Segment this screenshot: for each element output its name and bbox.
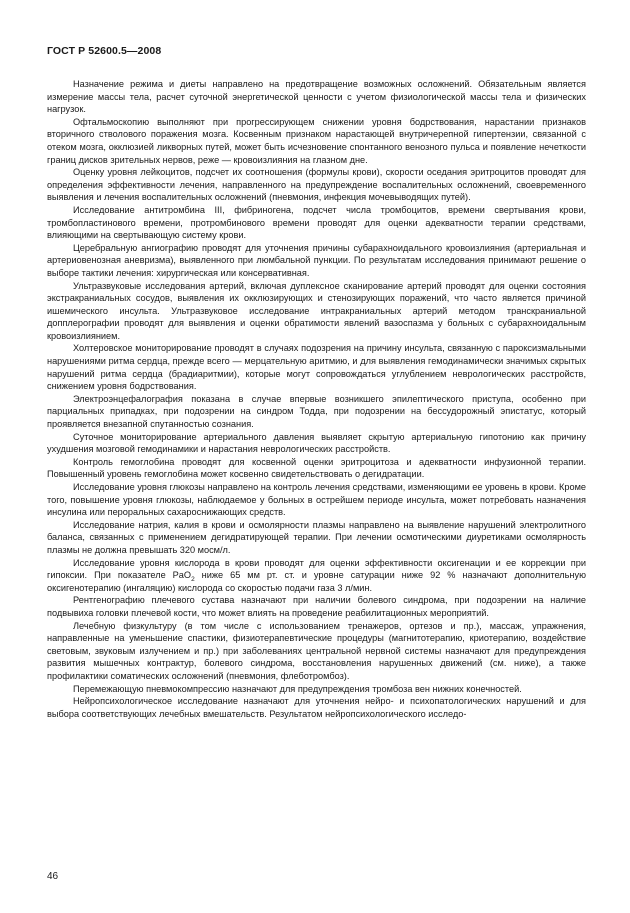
paragraph-antithrombin: Исследование антитромбина III, фибриногена, подсчет числа тромбоцитов, времени свертывания крови, тромбопластинового времени, протромбинового времени проводят для оценки адекватности терапии средствами, влияющими на свертывающую систему крови. (47, 204, 586, 241)
page-number: 46 (47, 871, 59, 882)
document-header: ГОСТ Р 52600.5—2008 (47, 45, 162, 57)
body-text (47, 78, 586, 720)
paragraph-glucose: Исследование уровня глюкозы направлено на контроль лечения средствами, изменяющими ее уровень в крови. Кроме того, повышение уровня глюкозы, наблюдаемое у больных в острейшем периоде инсульта, может потребовать назначения инсулина или пероральных сахароснижающих средств. (47, 482, 586, 518)
paragraph-eeg: Электроэнцефалография показана в случае впервые возникшего эпилептического приступа, особенно при парциальных припадках, при подозрении на синдром Тодда, при подозрении на бессудорожный эпистатус, который проявляется внезапной спутанностью сознания. (47, 393, 586, 430)
paragraph-shoulder-xray: Рентгенографию плечевого сустава назначают при наличии болевого синдрома, при подозрении на наличие подвывиха головки плечевой кости, что может влиять на проведение реабилитационных мероприятий. (47, 595, 586, 618)
paragraph-physiotherapy: Лечебную физкультуру (в том числе с использованием тренажеров, ортезов и пр.), массаж, упражнения, направленные на уменьшение спастики, физиотерапевтические процедуры (магнитотерапию, криотерапию, воздействие световым, звуковым излучением и пр.) при заболеваниях центральной нервной системы назначают для предупреждения развития мышечных контрактур, болевого синдрома, восстановления нарушенных движений (см. ниже), а также профилактики соматических осложнений (пневмония, флеботромбоз). (47, 620, 586, 681)
paragraph-angiography: Церебральную ангиографию проводят для уточнения причины субарахноидального кровоизлияния (артериальная и артериовенозная аневризма), выявленного при люмбальной пункции. По результатам исследования принимают решение о выборе тактики лечения: хирургическая или консервативная. (47, 242, 586, 278)
paragraph-oxygen (47, 557, 586, 595)
paragraph-pneumocompression: Перемежающую пневмокомпрессию назначают для предупреждения тромбоза вен нижних конечностей. (73, 683, 522, 694)
paragraph-regime-diet: Назначение режима и диеты направлено на предотвращение возможных осложнений. Обязательным является измерение массы тела, расчет суточной энергетической ценности с учетом физиологической массы тела и физических нагрузок. (47, 79, 586, 115)
oxygen-subscript: 2 (191, 575, 195, 583)
oxygen-text-after: ниже 65 мм рт. ст. и уровне сатурации ниже 92 % назначают дополнительную оксигенотерапию (ингаляцию) кислорода со скоростью подачи газа 3 л/мин. (47, 570, 586, 593)
paragraph-ophthalmoscopy: Офтальмоскопию выполняют при прогрессирующем снижении уровня бодрствования, нарастании признаков вторичного стволового поражения мозга. Косвенным признаком нарастающей внутричерепной гипертензии, связанной с отеком мозга, окклюзией ликворных путей, может быть исчезновение спонтанного венозного пульса и появление нечеткости границ дисков зрительных нервов, реже — кровоизлияния на глазном дне. (47, 116, 586, 165)
oxygen-text-before: Исследование уровня кислорода в крови проводят для оценки эффективности оксигенации и ее коррекции при гипоксии. При показателе PaO (47, 557, 586, 581)
paragraph-bp-monitoring: Суточное мониторирование артериального давления выявляет скрытую артериальную гипотонию как причину ухудшения мозговой гемодинамики и нарастания неврологических расстройств. (47, 431, 586, 455)
paragraph-hemoglobin: Контроль гемоглобина проводят для косвенной оценки эритроцитоза и адекватности инфузионной терапии. Повышенный уровень гемоглобина может косвенно свидетельствовать о дегидратации. (47, 456, 586, 480)
paragraph-leukocytes: Оценку уровня лейкоцитов, подсчет их соотношения (формулы крови), скорости оседания эритроцитов проводят для определения эффективности лечения, направленного на предупреждение воспалительных осложнений, своевременного выявления и лечения воспалительных осложнений (пневмония, инфекция мочевыводящих путей). (47, 167, 586, 203)
paragraph-sodium-potassium: Исследование натрия, калия в крови и осмолярности плазмы направлено на выявление нарушений электролитного баланса, связанных с применением дегидратирующей терапии. При лечении осмотическими диуретиками осмолярность плазмы не должна превышать 320 мосм/л. (47, 519, 586, 555)
paragraph-neuropsychology: Нейропсихологическое исследование назначают для уточнения нейро- и психопатологических нарушений и для выбора соответствующих лечебных вмешательств. Результатом нейропсихологического исследо- (47, 696, 586, 719)
paragraph-holter: Холтеровское мониторирование проводят в случаях подозрения на причину инсульта, связанную с пароксизмальными нарушениями ритма сердца, прежде всего — мерцательную аритмию, и для выявления гемодинамически значимых скрытых нарушений ритма сердца (брадиаритмии), которые могут сопровождаться углублением неврологических расстройств, снижением уровня бодрствования. (47, 343, 586, 392)
paragraph-ultrasound: Ультразвуковые исследования артерий, включая дуплексное сканирование артерий проводят для оценки состояния экстракраниальных сосудов, выявления их окклюзирующих и стенозирующих поражений, что часто является причиной ишемического инсульта. Ультразвуковое исследование интракраниальных артерий методом транскраниальной допплерографии проводят для выявления и оценки обратимости явлений вазоспазма у больных с субарахноидальным кровоизлиянием. (47, 280, 586, 341)
